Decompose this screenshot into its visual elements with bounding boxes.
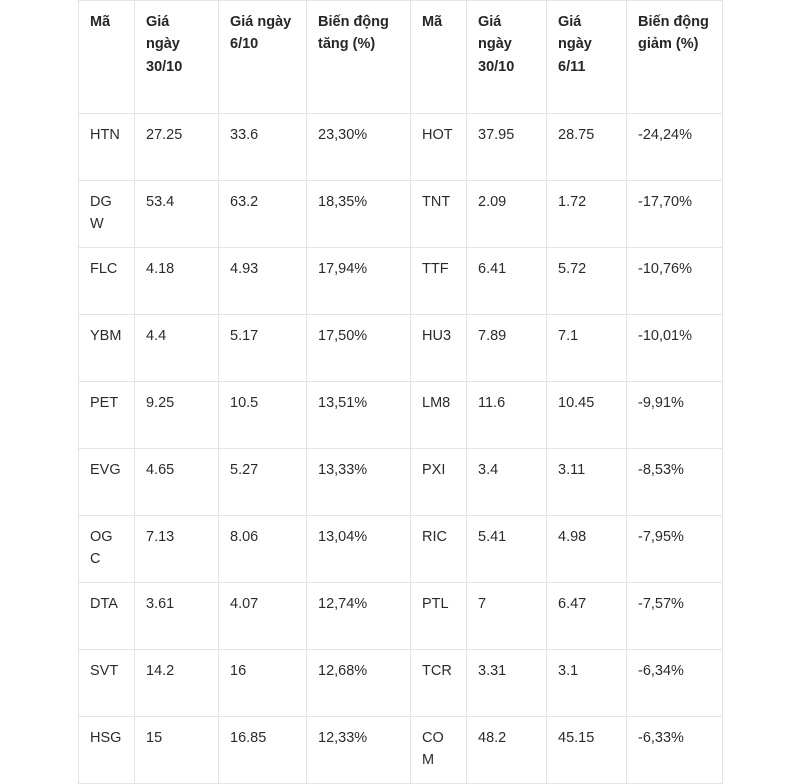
- cell-price-611-loser: 28.75: [547, 114, 627, 181]
- cell-price-610-gainer: 33.6: [219, 114, 307, 181]
- cell-code-gainer: DTA: [79, 583, 135, 650]
- cell-change-up: 12,68%: [307, 650, 411, 717]
- cell-price-3010-loser: 11.6: [467, 382, 547, 449]
- cell-price-3010-loser: 7: [467, 583, 547, 650]
- cell-code-loser: TCR: [411, 650, 467, 717]
- table-header: [79, 1, 723, 114]
- cell-price-3010-gainer: 4.18: [135, 248, 219, 315]
- column-header-change-down: Biến động giảm (%): [627, 1, 723, 114]
- table-row: [79, 248, 723, 315]
- cell-code-gainer: PET: [79, 382, 135, 449]
- cell-price-3010-gainer: 9.25: [135, 382, 219, 449]
- cell-change-up: 13,04%: [307, 516, 411, 583]
- cell-price-3010-gainer: 53.4: [135, 181, 219, 248]
- cell-change-down: -9,91%: [627, 382, 723, 449]
- cell-price-611-loser: 6.47: [547, 583, 627, 650]
- cell-price-610-gainer: 63.2: [219, 181, 307, 248]
- cell-code-loser: TTF: [411, 248, 467, 315]
- cell-price-610-gainer: 16: [219, 650, 307, 717]
- cell-price-611-loser: 3.1: [547, 650, 627, 717]
- table-row: [79, 717, 723, 784]
- cell-price-3010-loser: 2.09: [467, 181, 547, 248]
- column-header-price-3010-gainers: Giá ngày 30/10: [135, 1, 219, 114]
- column-header-code-gainers: Mã: [79, 1, 135, 114]
- table-row: [79, 583, 723, 650]
- cell-change-up: 23,30%: [307, 114, 411, 181]
- cell-change-down: -7,57%: [627, 583, 723, 650]
- cell-change-down: -17,70%: [627, 181, 723, 248]
- cell-code-loser: HOT: [411, 114, 467, 181]
- cell-price-3010-loser: 3.31: [467, 650, 547, 717]
- cell-change-down: -7,95%: [627, 516, 723, 583]
- column-header-code-losers: Mã: [411, 1, 467, 114]
- cell-price-610-gainer: 4.93: [219, 248, 307, 315]
- cell-change-up: 12,33%: [307, 717, 411, 784]
- cell-code-loser: HU3: [411, 315, 467, 382]
- cell-change-up: 17,94%: [307, 248, 411, 315]
- cell-change-up: 13,33%: [307, 449, 411, 516]
- cell-price-3010-loser: 3.4: [467, 449, 547, 516]
- cell-change-down: -8,53%: [627, 449, 723, 516]
- cell-price-611-loser: 10.45: [547, 382, 627, 449]
- cell-code-gainer: HTN: [79, 114, 135, 181]
- table-row: [79, 315, 723, 382]
- cell-price-3010-loser: 37.95: [467, 114, 547, 181]
- cell-price-3010-gainer: 4.65: [135, 449, 219, 516]
- cell-price-3010-gainer: 15: [135, 717, 219, 784]
- cell-price-610-gainer: 5.27: [219, 449, 307, 516]
- column-header-price-3010-losers: Giá ngày 30/10: [467, 1, 547, 114]
- cell-price-3010-gainer: 14.2: [135, 650, 219, 717]
- cell-price-611-loser: 7.1: [547, 315, 627, 382]
- cell-code-loser: PXI: [411, 449, 467, 516]
- table-body: [79, 114, 723, 784]
- table-row: [79, 650, 723, 717]
- cell-price-3010-gainer: 7.13: [135, 516, 219, 583]
- cell-change-down: -10,76%: [627, 248, 723, 315]
- cell-change-up: 13,51%: [307, 382, 411, 449]
- table-row: [79, 449, 723, 516]
- cell-price-610-gainer: 16.85: [219, 717, 307, 784]
- cell-price-3010-gainer: 27.25: [135, 114, 219, 181]
- cell-price-611-loser: 4.98: [547, 516, 627, 583]
- table-row: [79, 114, 723, 181]
- cell-code-gainer: SVT: [79, 650, 135, 717]
- cell-price-3010-loser: 48.2: [467, 717, 547, 784]
- cell-price-3010-loser: 7.89: [467, 315, 547, 382]
- cell-change-down: -24,24%: [627, 114, 723, 181]
- cell-price-610-gainer: 5.17: [219, 315, 307, 382]
- table-header-row: [79, 1, 723, 114]
- cell-code-gainer: OGC: [79, 516, 135, 583]
- cell-code-loser: LM8: [411, 382, 467, 449]
- cell-price-3010-loser: 6.41: [467, 248, 547, 315]
- cell-change-up: 12,74%: [307, 583, 411, 650]
- cell-code-gainer: HSG: [79, 717, 135, 784]
- table-row: [79, 382, 723, 449]
- column-header-price-611-losers: Giá ngày 6/11: [547, 1, 627, 114]
- cell-change-down: -6,34%: [627, 650, 723, 717]
- cell-change-up: 18,35%: [307, 181, 411, 248]
- cell-price-611-loser: 45.15: [547, 717, 627, 784]
- cell-price-611-loser: 3.11: [547, 449, 627, 516]
- cell-price-610-gainer: 10.5: [219, 382, 307, 449]
- column-header-price-610-gainers: Giá ngày 6/10: [219, 1, 307, 114]
- cell-code-loser: RIC: [411, 516, 467, 583]
- table-row: [79, 181, 723, 248]
- cell-code-loser: TNT: [411, 181, 467, 248]
- column-header-change-up: Biến động tăng (%): [307, 1, 411, 114]
- cell-price-611-loser: 1.72: [547, 181, 627, 248]
- cell-price-3010-gainer: 3.61: [135, 583, 219, 650]
- cell-price-611-loser: 5.72: [547, 248, 627, 315]
- cell-code-gainer: FLC: [79, 248, 135, 315]
- table-row: [79, 516, 723, 583]
- cell-change-up: 17,50%: [307, 315, 411, 382]
- stock-price-table: [78, 0, 723, 784]
- cell-price-610-gainer: 4.07: [219, 583, 307, 650]
- cell-change-down: -10,01%: [627, 315, 723, 382]
- cell-price-3010-gainer: 4.4: [135, 315, 219, 382]
- cell-code-loser: COM: [411, 717, 467, 784]
- cell-code-gainer: YBM: [79, 315, 135, 382]
- cell-price-610-gainer: 8.06: [219, 516, 307, 583]
- cell-code-gainer: EVG: [79, 449, 135, 516]
- cell-code-loser: PTL: [411, 583, 467, 650]
- cell-code-gainer: DGW: [79, 181, 135, 248]
- cell-change-down: -6,33%: [627, 717, 723, 784]
- cell-price-3010-loser: 5.41: [467, 516, 547, 583]
